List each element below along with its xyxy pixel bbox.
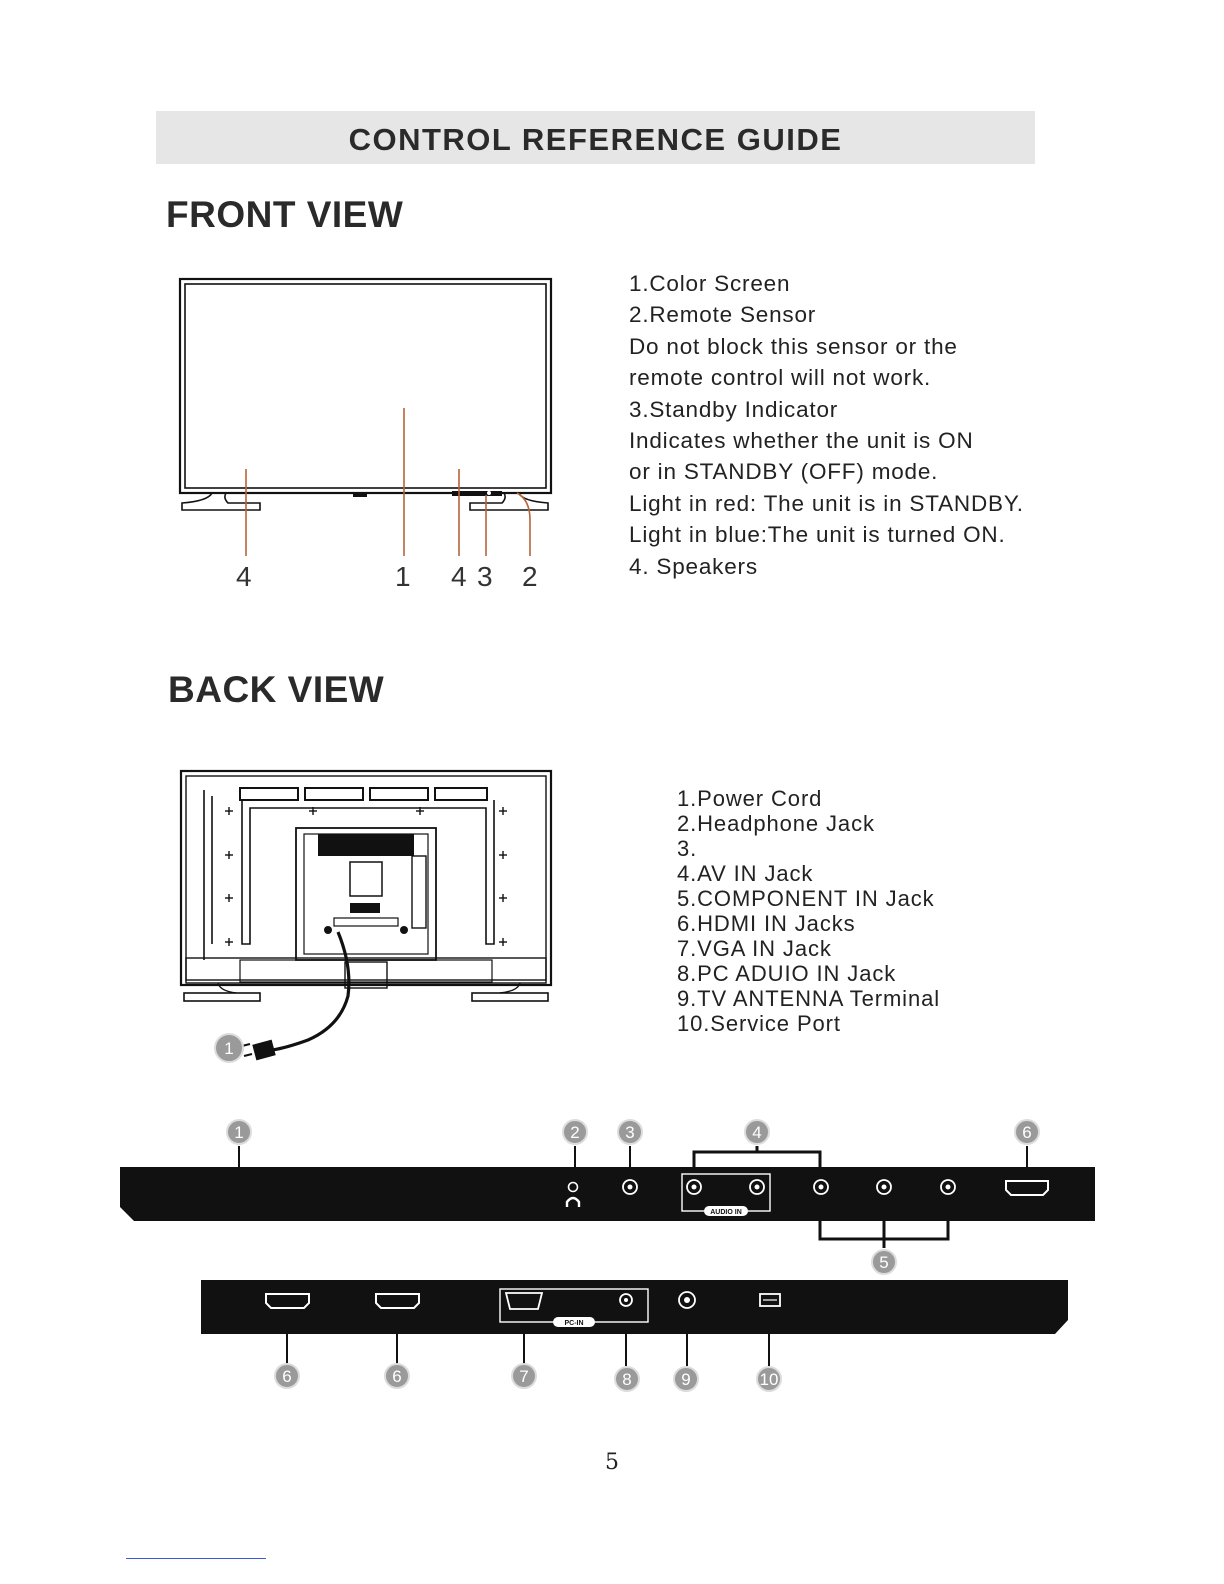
back-legend-line: 5.COMPONENT IN Jack xyxy=(677,886,935,911)
back-legend-line: 10.Service Port xyxy=(677,1011,841,1036)
back-legend-line: 4.AV IN Jack xyxy=(677,861,814,886)
front-legend-line: Do not block this sensor or the xyxy=(629,333,958,359)
front-callout-3: 3 xyxy=(477,561,493,592)
back-legend-line: 1.Power Cord xyxy=(677,786,823,811)
front-callout-4-left: 4 xyxy=(236,561,252,592)
front-callout-1: 1 xyxy=(395,561,411,592)
bottom-connector-panel xyxy=(201,1280,1068,1366)
audio-in-label: AUDIO IN xyxy=(710,1209,742,1216)
back-tv-illustration xyxy=(181,771,551,1060)
front-legend-line: Light in blue:The unit is turned ON. xyxy=(629,522,1006,548)
front-legend-line: 4. Speakers xyxy=(629,553,758,579)
back-view-title: BACK VIEW xyxy=(168,669,385,710)
bottom-panel-badges xyxy=(275,1364,781,1391)
svg-text:6: 6 xyxy=(1022,1123,1032,1142)
svg-text:5: 5 xyxy=(879,1253,889,1272)
footer-divider xyxy=(126,1558,266,1559)
page-title: CONTROL REFERENCE GUIDE xyxy=(348,122,843,157)
front-view-legend xyxy=(629,268,1024,582)
back-legend-line: 8.PC ADUIO IN Jack xyxy=(677,961,897,986)
front-callout-2: 2 xyxy=(522,561,538,592)
front-view-title: FRONT VIEW xyxy=(166,194,404,235)
front-legend-line: remote control will not work. xyxy=(629,365,932,391)
svg-text:7: 7 xyxy=(519,1367,529,1386)
front-tv-illustration xyxy=(180,279,551,556)
power-cord-badge-text: 1 xyxy=(224,1039,234,1058)
page-number: 5 xyxy=(605,1450,619,1475)
svg-text:4: 4 xyxy=(752,1123,762,1142)
front-legend-line: 1.Color Screen xyxy=(629,271,791,296)
back-legend-line: 7.VGA IN Jack xyxy=(677,936,832,961)
power-cord-badge xyxy=(215,1034,243,1062)
back-view-legend xyxy=(677,786,940,1036)
svg-text:3: 3 xyxy=(625,1123,635,1142)
top-connector-panel xyxy=(120,1146,1095,1248)
back-legend-line: 9.TV ANTENNA Terminal xyxy=(677,986,941,1011)
svg-text:8: 8 xyxy=(622,1370,632,1389)
back-legend-line: 2.Headphone Jack xyxy=(677,811,875,836)
svg-text:1: 1 xyxy=(234,1123,244,1142)
front-legend-line: 2.Remote Sensor xyxy=(629,302,817,328)
front-legend-line: Light in red: The unit is in STANDBY. xyxy=(629,490,1024,516)
svg-text:10: 10 xyxy=(759,1370,779,1389)
front-callout-4-right: 4 xyxy=(451,561,467,592)
front-legend-line: or in STANDBY (OFF) mode. xyxy=(629,459,939,485)
pc-in-label: PC-IN xyxy=(564,1320,584,1327)
front-legend-line: 3.Standby Indicator xyxy=(629,396,839,422)
svg-text:9: 9 xyxy=(681,1370,691,1389)
svg-text:2: 2 xyxy=(570,1123,580,1142)
svg-text:6: 6 xyxy=(282,1367,292,1386)
svg-text:6: 6 xyxy=(392,1367,402,1386)
front-legend-line: Indicates whether the unit is ON xyxy=(629,428,974,454)
back-legend-line: 6.HDMI IN Jacks xyxy=(677,911,856,936)
back-legend-line: 3. xyxy=(677,836,698,861)
